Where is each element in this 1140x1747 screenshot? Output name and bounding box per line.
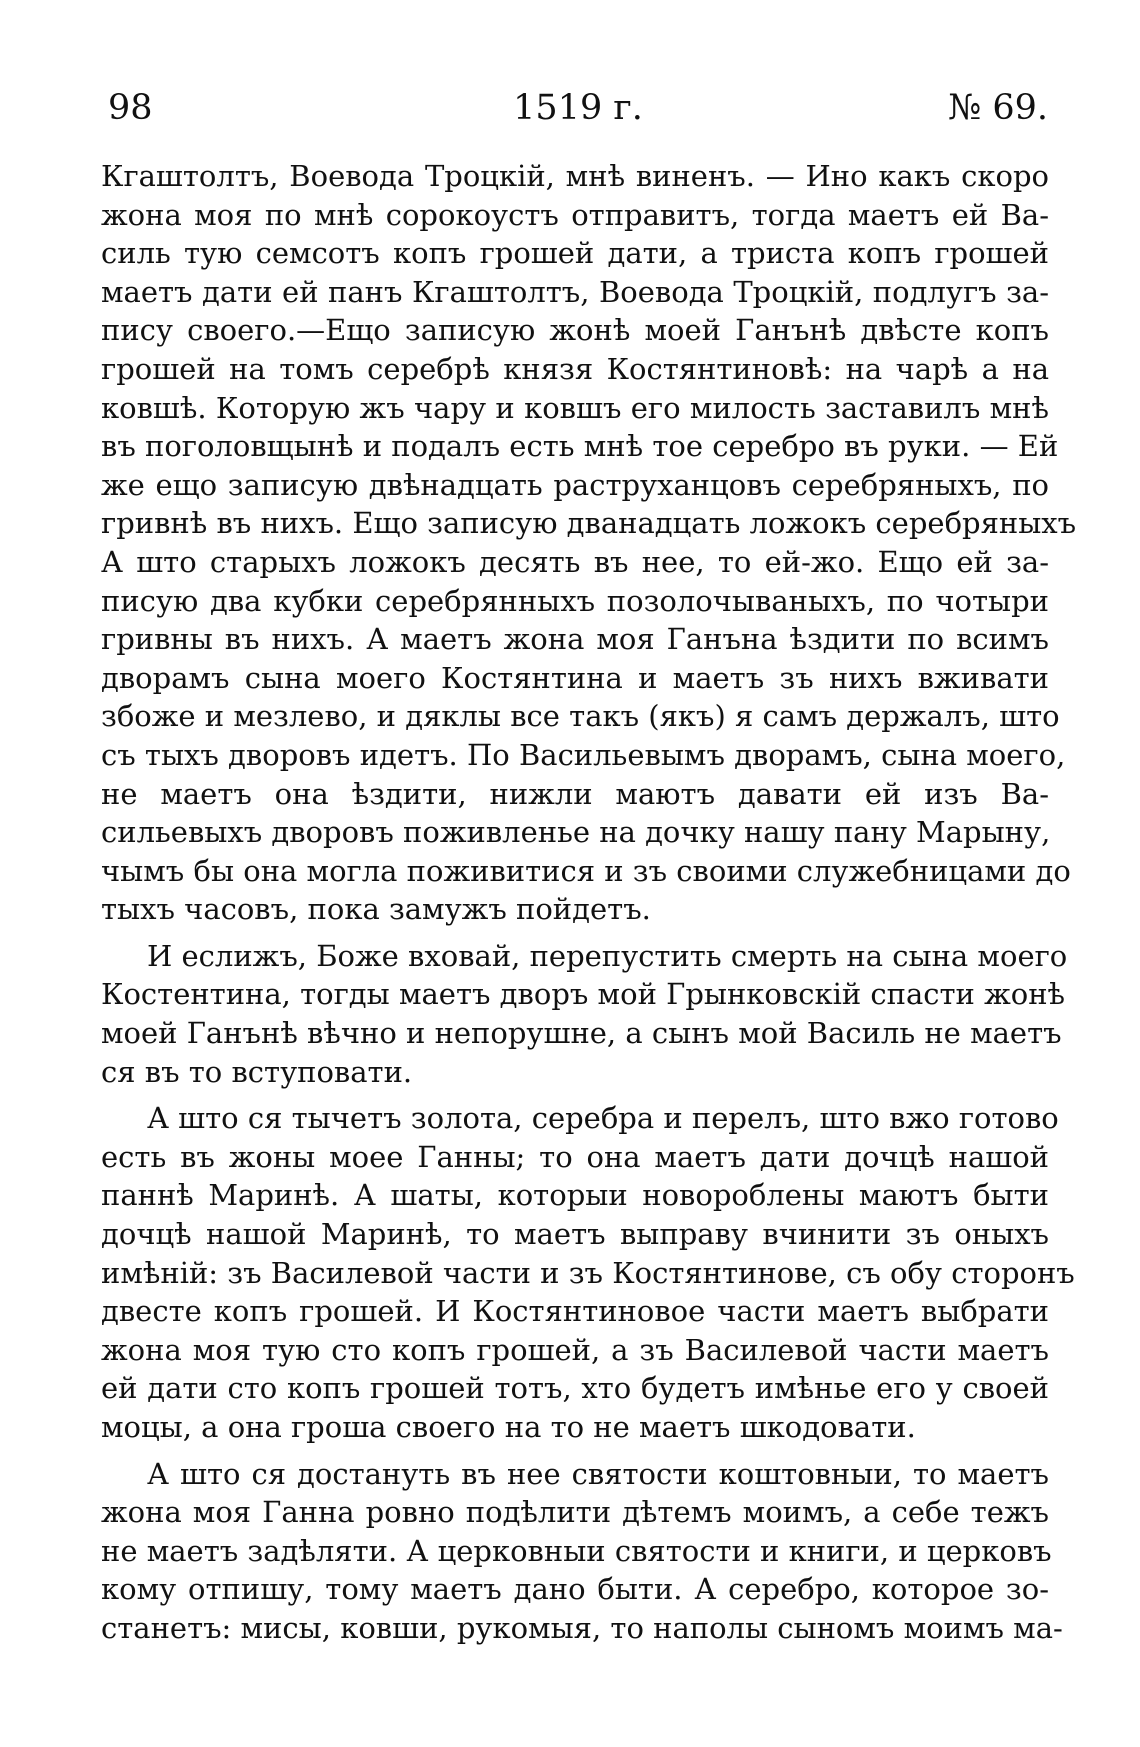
text-line: пису своего.—Ещо записую жонѣ моей Ганънѣ двѣсте копъ — [101, 313, 1049, 348]
document-body — [101, 157, 1077, 1648]
text-line: двесте копъ грошей. И Костянтиновое части маетъ выбрати — [101, 1294, 1049, 1329]
page-header — [108, 86, 1048, 130]
text-line: силь тую семсотъ копъ грошей дати, а триста копъ грошей — [101, 236, 1049, 271]
paragraph-gap — [101, 1447, 1049, 1455]
text-line: же ещо записую двѣнадцать раструханцовъ серебряныхъ, по — [101, 467, 1049, 502]
text-line: Костентина, тогды маетъ дворъ мой Грынковскій спасти жонѣ — [101, 977, 1066, 1012]
text-line: збоже и мезлево, и дяклы все такъ (якъ) я самъ держалъ, што — [101, 699, 1060, 734]
text-line: не маетъ задѣляти. А церковныи святости и книги, и церковъ — [101, 1533, 1052, 1568]
paragraph — [101, 937, 1068, 1091]
text-line: съ тыхъ дворовъ идетъ. По Васильевымъ дворамъ, сына моего, — [101, 737, 1066, 772]
text-line: сильевыхъ дворовъ поживленье на дочку нашу пану Марыну, — [101, 815, 1051, 850]
text-line: станетъ: мисы, ковши, рукомыя, то наполы сыномъ моимъ ма- — [101, 1610, 1063, 1645]
text-line: кому отпишу, тому маетъ дано быти. А серебро, которое зо- — [101, 1572, 1049, 1607]
text-line: А што старыхъ ложокъ десять въ нее, то ей-жо. Ещо ей за- — [101, 544, 1049, 579]
text-line: гривны въ нихъ. А маетъ жона моя Ганъна ѣздити по всимъ — [101, 622, 1049, 657]
text-line: ковшѣ. Которую жъ чару и ковшъ его милость заставилъ мнѣ — [101, 390, 1049, 425]
text-line: есть въ жоны моее Ганны; то она маетъ дати дочцѣ нашой — [101, 1139, 1049, 1174]
text-line: жона моя по мнѣ сорокоустъ отправитъ, тогда маетъ ей Ва- — [101, 197, 1049, 232]
text-line: дворамъ сына моего Костянтина и маетъ зъ нихъ вживати — [101, 660, 1049, 695]
text-line: паннѣ Маринѣ. А шаты, которыи новороблены маютъ быти — [101, 1178, 1049, 1213]
paragraph — [101, 1099, 1075, 1446]
text-line: И еслижъ, Боже вховай, перепустить смерть на сына моего — [147, 938, 1068, 973]
text-line: чымъ бы она могла поживитися и зъ своими служебницами до — [101, 853, 1071, 888]
page-number: 98 — [108, 88, 153, 128]
text-line: Кгаштолтъ, Воевода Троцкій, мнѣ виненъ. — Ино какъ скоро — [101, 159, 1049, 193]
paragraph-gap — [101, 929, 1049, 937]
text-line: тыхъ часовъ, пока замужъ пойдетъ. — [101, 892, 651, 927]
text-line: моцы, а она гроша своего на то не маетъ шкодовати. — [101, 1410, 916, 1444]
paragraph — [101, 157, 1077, 929]
text-line: дочцѣ нашой Маринѣ, то маетъ выправу вчинити зъ оныхъ — [101, 1217, 1049, 1252]
text-line: моей Ганънѣ вѣчно и непорушне, а сынъ мой Василь не маетъ — [101, 1016, 1062, 1051]
text-line: писую два кубки серебрянныхъ позолочываныхъ, по чотыри — [101, 583, 1049, 618]
paragraph-gap — [101, 1091, 1049, 1099]
text-line: А што ся тычетъ золота, серебра и перелъ, што вжо готово — [147, 1101, 1059, 1136]
text-line: въ поголовщынѣ и подалъ есть мнѣ тое серебро въ руки. — Ей — [101, 429, 1059, 464]
paragraph — [101, 1455, 1063, 1648]
text-line: маетъ дати ей панъ Кгаштолтъ, Воевода Троцкій, подлугъ за- — [101, 274, 1049, 309]
text-line: ей дати сто копъ грошей тотъ, хто будетъ имѣнье его у своей — [101, 1371, 1049, 1406]
text-line: жона моя Ганна ровно подѣлити дѣтемъ моимъ, а себе тежъ — [101, 1495, 1049, 1530]
text-line: гривнѣ въ нихъ. Ещо записую дванадцать ложокъ серебряныхъ — [101, 506, 1077, 541]
text-line: А што ся достануть въ нее святости коштовныи, то маетъ — [147, 1456, 1049, 1491]
text-line: не маетъ она ѣздити, нижли маютъ давати ей изъ Ва- — [101, 776, 1049, 811]
document-number: № 69. — [948, 88, 1048, 128]
header-year: 1519 г. — [513, 88, 643, 128]
text-line: ся въ то вступовати. — [101, 1054, 413, 1089]
text-line: жона моя тую сто копъ грошей, а зъ Василевой части маетъ — [101, 1332, 1049, 1367]
text-line: имѣній: зъ Василевой части и зъ Костянтинове, съ обу сторонъ — [101, 1255, 1075, 1290]
text-line: грошей на томъ серебрѣ князя Костянтиновѣ: на чарѣ а на — [101, 351, 1049, 386]
